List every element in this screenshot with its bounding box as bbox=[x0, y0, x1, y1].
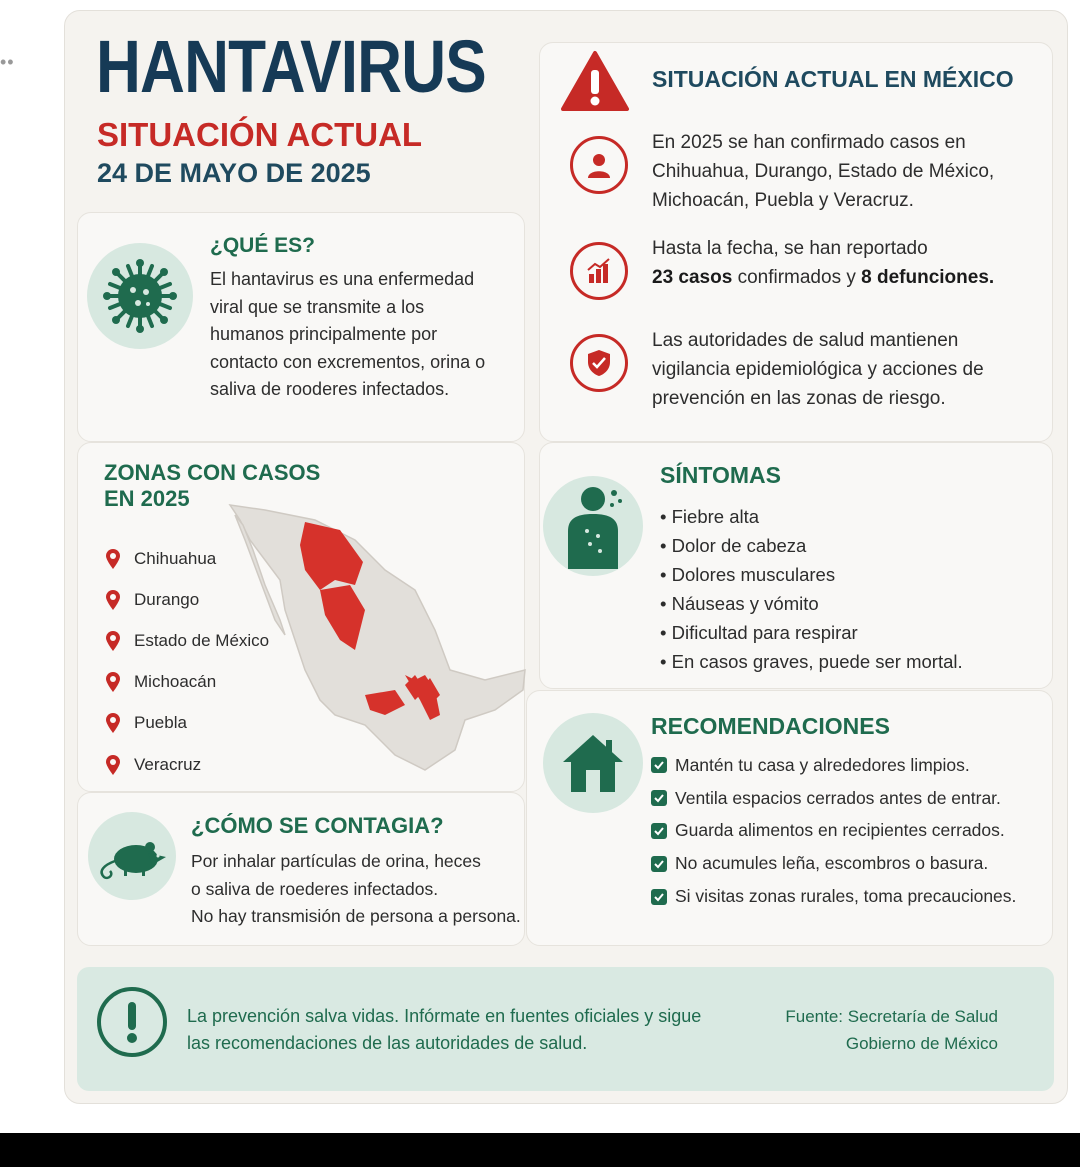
location-pin-icon bbox=[104, 754, 122, 776]
cases-prefix: Hasta la fecha, se han reportado bbox=[652, 238, 928, 259]
warning-triangle-icon bbox=[560, 50, 630, 117]
deaths-count: 8 defunciones bbox=[861, 267, 989, 288]
zones-heading: ZONAS CON CASOS EN 2025 bbox=[104, 460, 321, 512]
situation-item-text: En 2025 se han confirmado casos en Chihuahua, Durango, Estado de México, Michoacán, Puebla y Veracruz. bbox=[652, 132, 995, 211]
recommendation-item: Mantén tu casa y alrededores limpios. bbox=[651, 749, 1016, 782]
body-icon bbox=[543, 476, 643, 576]
footer-message: La prevención salva vidas. Infórmate en fuentes oficiales y sigue las recomendaciones de las autoridades de salud. bbox=[187, 1006, 702, 1053]
symptom-item: • Dolores musculares bbox=[660, 564, 836, 585]
person-icon bbox=[570, 136, 628, 194]
recommendation-item: Guarda alimentos en recipientes cerrados. bbox=[651, 815, 1016, 848]
recommendations-list bbox=[651, 749, 1016, 913]
recommendation-item: Si visitas zonas rurales, toma precauciones. bbox=[651, 880, 1016, 913]
cases-count: 23 casos bbox=[652, 267, 733, 288]
symptom-item: • Náuseas y vómito bbox=[660, 593, 819, 614]
zones-list bbox=[104, 538, 269, 785]
what-is-heading: ¿QUÉ ES? bbox=[210, 234, 316, 257]
chart-icon bbox=[570, 242, 628, 300]
what-is-text: El hantavirus es una enfermedad viral que se transmite a los humanos principalmente por contacto con excrementos, orina o saliva de rooderes infectados. bbox=[210, 269, 486, 399]
house-icon bbox=[543, 713, 643, 813]
recommendation-item: No acumules leña, escombros o basura. bbox=[651, 847, 1016, 880]
checkbox-icon bbox=[651, 889, 667, 905]
symptom-item: • En casos graves, puede ser mortal. bbox=[660, 651, 963, 672]
page-title: HANTAVIRUS bbox=[96, 25, 486, 108]
symptom-item: • Dolor de cabeza bbox=[660, 535, 807, 556]
checkbox-icon bbox=[651, 790, 667, 806]
symptom-item: • Dificultad para respirar bbox=[660, 622, 858, 643]
location-pin-icon bbox=[104, 630, 122, 652]
more-options-icon[interactable]: •• bbox=[0, 52, 15, 72]
zone-item: Chihuahua bbox=[104, 538, 269, 579]
contagion-text: Por inhalar partículas de orina, heces o saliva de roederes infectados. No hay transmisión de persona a persona. bbox=[191, 851, 521, 926]
checkbox-icon bbox=[651, 856, 667, 872]
checkbox-icon bbox=[651, 823, 667, 839]
location-pin-icon bbox=[104, 548, 122, 570]
location-pin-icon bbox=[104, 712, 122, 734]
contagion-heading: ¿CÓMO SE CONTAGIA? bbox=[191, 813, 444, 838]
rat-icon bbox=[88, 812, 176, 900]
checkbox-icon bbox=[651, 757, 667, 773]
zone-item: Durango bbox=[104, 579, 269, 620]
mexico-map bbox=[225, 500, 530, 775]
zone-item: Puebla bbox=[104, 703, 269, 744]
exclamation-icon bbox=[97, 987, 167, 1057]
footer-source: Fuente: Secretaría de Salud Gobierno de México bbox=[785, 1007, 998, 1053]
recommendations-heading: RECOMENDACIONES bbox=[651, 713, 890, 739]
location-pin-icon bbox=[104, 589, 122, 611]
page-subtitle: SITUACIÓN ACTUAL bbox=[97, 116, 423, 153]
location-pin-icon bbox=[104, 671, 122, 693]
recommendation-item: Ventila espacios cerrados antes de entrar. bbox=[651, 782, 1016, 815]
bottom-bar bbox=[0, 1133, 1080, 1167]
situation-item-text: Las autoridades de salud mantienen vigilancia epidemiológica y acciones de prevención en las zonas de riesgo. bbox=[652, 330, 984, 409]
footer-banner bbox=[77, 967, 1054, 1091]
symptom-item: • Fiebre alta bbox=[660, 506, 760, 527]
symptoms-heading: SÍNTOMAS bbox=[660, 462, 781, 488]
cases-suffix: confirmados y bbox=[737, 267, 856, 288]
situation-heading: SITUACIÓN ACTUAL EN MÉXICO bbox=[652, 66, 1014, 92]
zone-item: Veracruz bbox=[104, 744, 269, 785]
page-date: 24 DE MAYO DE 2025 bbox=[97, 158, 371, 188]
zone-item: Estado de México bbox=[104, 620, 269, 661]
shield-icon bbox=[570, 334, 628, 392]
virus-icon bbox=[87, 243, 193, 349]
symptoms-list bbox=[660, 502, 963, 676]
zone-item: Michoacán bbox=[104, 662, 269, 703]
